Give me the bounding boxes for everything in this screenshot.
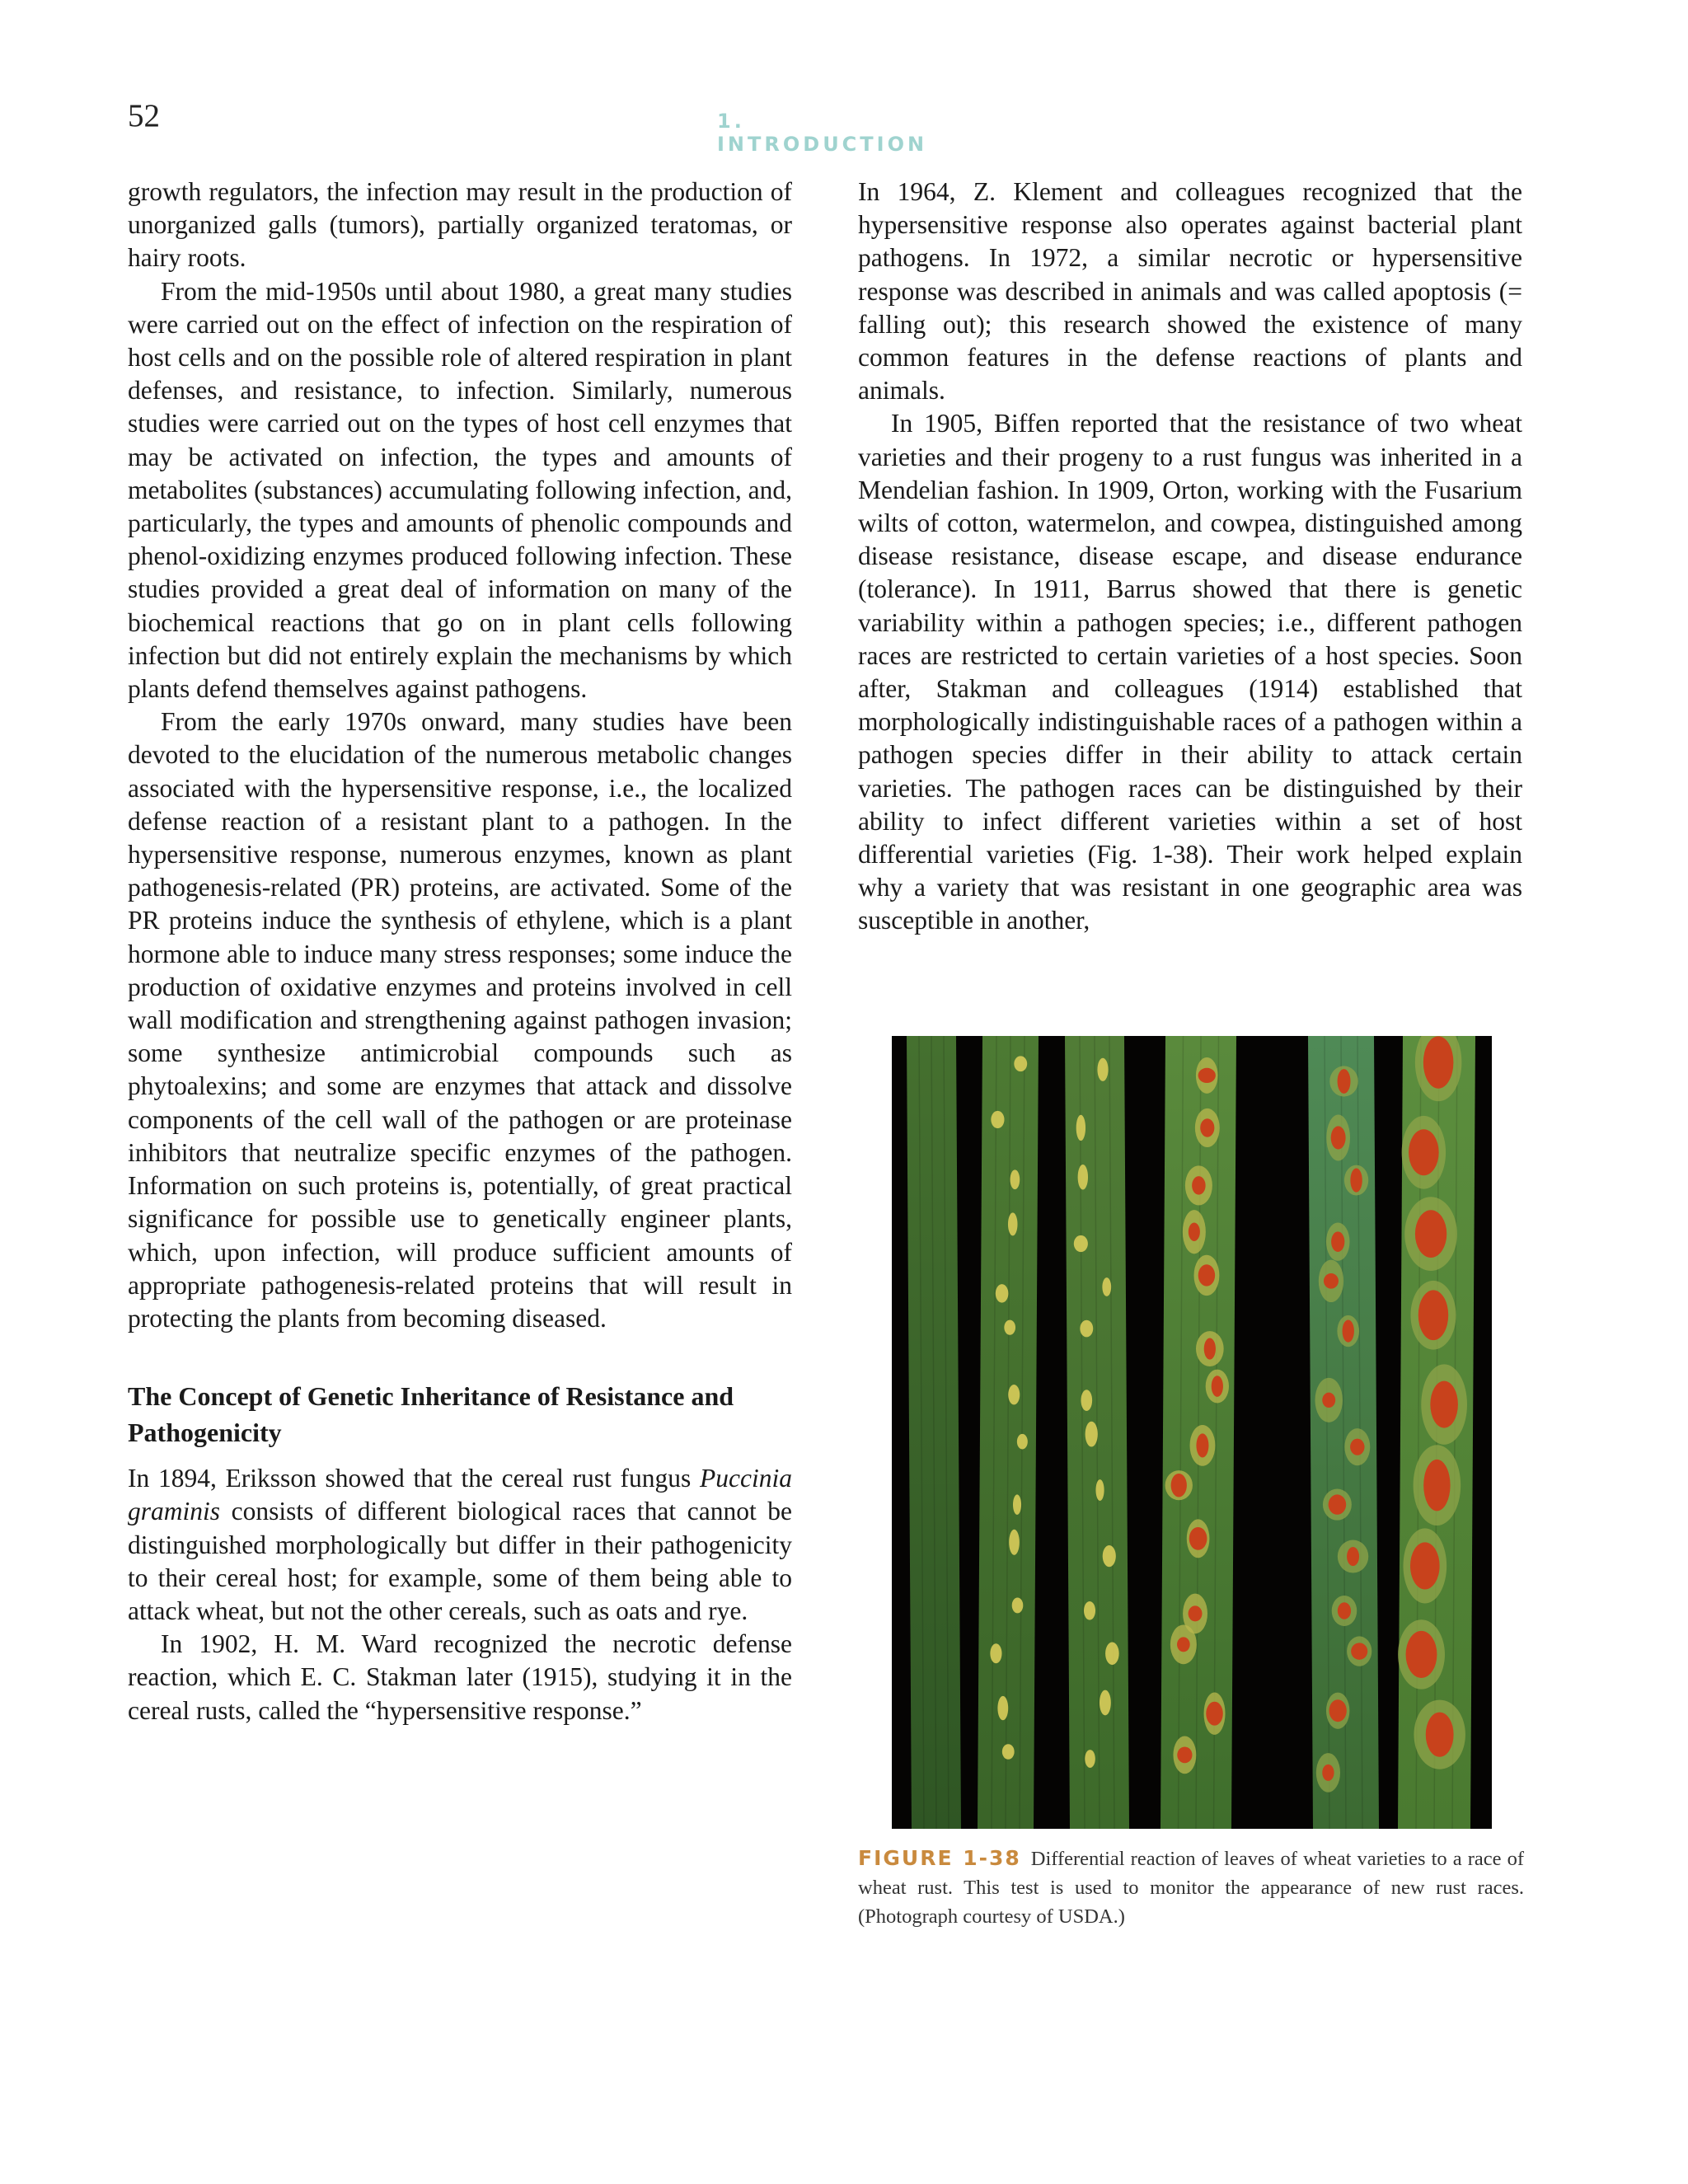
text-span: consists of different biological races that cannot be distinguished morphologically but differ in their pathogenicity to their cereal host; for example, some of them being able to attack wheat, but not the other cereals, such as oats and rye. <box>128 1497 792 1625</box>
rust-pustule <box>1177 1746 1192 1763</box>
chlorotic-spot <box>1095 1479 1104 1501</box>
paragraph <box>128 1462 792 1628</box>
paragraph: From the early 1970s onward, many studies have been devoted to the elucidation of the numerous metabolic changes associated with the hypersensitive response, i.e., the localized defense reaction of a resistant plant to a pathogen. In the hypersensitive response, numerous enzymes, known as plant pathogenesis-related (PR) proteins, are activated. Some of the PR proteins induce the synthesis of ethylene, which is a plant hormone able to induce many stress responses; some induce the production of oxidative enzymes and proteins involved in cell wall modification and strengthening against pathogen invasion; some synthesize antimicrobial compounds such as phytoalexins; and some are enzymes that attack and dissolve components of the cell wall of the pathogen or are proteinase inhibitors that neutralize specific enzymes of the pathogen. Information on such proteins is, potentially, of great practical significance for possible use to genetically engineer plants, which, upon infection, will produce sufficient amounts of appropriate pathogenesis-related proteins that will result in protecting the plants from becoming diseased. <box>128 707 792 1333</box>
rust-pustule <box>1171 1474 1187 1497</box>
wheat-leaves-photograph <box>892 1036 1492 1829</box>
rust-pustule <box>1418 1290 1448 1340</box>
rust-pustule <box>1198 1068 1216 1083</box>
rust-pustule <box>1204 1338 1216 1360</box>
caption-text: Differential reaction of leaves of wheat varieties to a race of wheat rust. This test is used to monitor the appearance of new rust races. (Photograph courtesy of USDA.) <box>858 1848 1524 1928</box>
rust-pustule <box>1423 1036 1454 1088</box>
paragraph: In 1902, H. M. Ward recognized the necrotic defense reaction, which E. C. Stakman later (1915), studying it in the cereal rusts, called the “hypersensitive response.” <box>128 1629 792 1725</box>
chlorotic-spot <box>997 1696 1008 1720</box>
chlorotic-spot <box>1002 1744 1015 1760</box>
left-column <box>128 176 792 1727</box>
rust-pustule <box>1196 1433 1208 1457</box>
right-column <box>858 176 1522 938</box>
rust-pustule <box>1206 1702 1223 1726</box>
photo-illustration <box>892 1036 1492 1829</box>
chlorotic-spot <box>1010 1169 1020 1189</box>
chlorotic-spot <box>1078 1165 1088 1189</box>
rust-pustule <box>1200 1118 1214 1137</box>
rust-pustule <box>1322 1393 1335 1408</box>
paragraph: From the mid-1950s until about 1980, a great many studies were carried out on the effect of infection on the respiration of host cells and on the possible role of altered respiration in plant defenses, and resistance, to infection. Similarly, numerous studies were carried out on the types of host cell enzymes that may be activated on infection, the types and amounts of metabolites (substances) accumulating following infection, and, particularly, the types and amounts of phenolic compounds and phenol-oxidizing enzymes produced following infection. These studies provided a great deal of information on many of the biochemical reactions that go on in plant cells following infection but did not entirely explain the mechanisms by which plants defend themselves against pathogens. <box>128 276 792 704</box>
paragraph: In 1964, Z. Klement and colleagues recognized that the hypersensitive response also operates against bacterial plant pathogens. In 1972, a similar necrotic or hypersensitive response was described in animals and was called apoptosis (= falling out); this research showed the existence of many common features in the defense reactions of plants and animals. <box>858 177 1522 405</box>
chlorotic-spot <box>1009 1530 1020 1555</box>
rust-pustule <box>1423 1460 1450 1511</box>
chlorotic-spot <box>1102 1277 1111 1296</box>
chlorotic-spot <box>1008 1212 1018 1235</box>
rust-pustule <box>1329 1494 1347 1514</box>
chlorotic-spot <box>1074 1235 1088 1252</box>
paragraph: In 1905, Biffen reported that the resistance of two wheat varieties and their progeny to a rust fungus was inherited in a Mendelian fashion. In 1909, Orton, working with the Fusarium wilts of cotton, watermelon, and cowpea, distinguished among disease resistance, disease escape, and disease endurance (tolerance). In 1911, Barrus showed that there is genetic variability within a pathogen species; i.e., different pathogen races are restricted to certain varieties of a host species. Soon after, Stakman and colleagues (1914) established that morphologically indistinguishable races of a pathogen within a pathogen species differ in their ability to attack certain varieties. The pathogen races can be distinguished by their ability to infect different varieties within a set of host differential varieties (Fig. 1-38). Their work helped explain why a variety that was resistant in one geographic area was susceptible in another, <box>858 409 1522 935</box>
running-head: 1. INTRODUCTION <box>717 110 928 156</box>
rust-pustule <box>1406 1631 1437 1678</box>
page-number: 52 <box>128 98 160 134</box>
rust-pustule <box>1351 1643 1367 1659</box>
chlorotic-spot <box>1105 1643 1119 1666</box>
rust-pustule <box>1338 1602 1351 1619</box>
chlorotic-spot <box>1100 1690 1111 1716</box>
chlorotic-spot <box>1004 1320 1015 1335</box>
rust-pustule <box>1350 1168 1362 1192</box>
chlorotic-spot <box>1085 1422 1098 1447</box>
rust-pustule <box>1410 1542 1440 1589</box>
chlorotic-spot <box>991 1111 1004 1128</box>
chlorotic-spot <box>1084 1601 1095 1620</box>
rust-pustule <box>1189 1605 1203 1621</box>
rust-pustule <box>1430 1381 1458 1428</box>
chlorotic-spot <box>1013 1494 1021 1514</box>
chlorotic-spot <box>1014 1056 1027 1071</box>
species-name: Puccinia graminis <box>128 1464 792 1526</box>
chlorotic-spot <box>1076 1115 1085 1141</box>
figure-caption <box>858 1844 1524 1931</box>
rust-pustule <box>1415 1210 1447 1258</box>
rust-pustule <box>1177 1637 1190 1652</box>
rust-pustule <box>1329 1699 1347 1722</box>
rust-pustule <box>1409 1129 1439 1175</box>
chlorotic-spot <box>1097 1058 1108 1081</box>
rust-pustule <box>1189 1527 1207 1550</box>
chlorotic-spot <box>1085 1750 1095 1768</box>
text-span: In 1894, Eriksson showed that the cereal rust fungus <box>128 1464 701 1493</box>
rust-pustule <box>1347 1547 1359 1566</box>
chlorotic-spot <box>990 1643 1001 1663</box>
rust-pustule <box>1322 1765 1334 1781</box>
rust-pustule <box>1426 1713 1454 1757</box>
rust-pustule <box>1212 1376 1223 1397</box>
chlorotic-spot <box>1081 1390 1092 1411</box>
rust-pustule <box>1338 1069 1351 1094</box>
chlorotic-spot <box>1008 1385 1020 1404</box>
rust-pustule <box>1324 1273 1339 1289</box>
chlorotic-spot <box>1080 1320 1093 1338</box>
chlorotic-spot <box>996 1284 1009 1302</box>
chlorotic-spot <box>1012 1597 1024 1613</box>
rust-pustule <box>1331 1231 1344 1252</box>
rust-pustule <box>1189 1223 1200 1241</box>
rust-pustule <box>1331 1126 1346 1149</box>
rust-pustule <box>1343 1319 1354 1342</box>
figure-label: FIGURE 1-38 <box>858 1846 1021 1870</box>
rust-pustule <box>1350 1439 1364 1455</box>
paragraph: growth regulators, the infection may result in the production of unorganized galls (tumors), partially organized teratomas, or hairy roots. <box>128 177 792 273</box>
rust-pustule <box>1192 1176 1206 1195</box>
section-heading: The Concept of Genetic Inheritance of Resistance and Pathogenicity <box>128 1381 734 1448</box>
rust-pustule <box>1198 1264 1215 1286</box>
chlorotic-spot <box>1017 1434 1028 1450</box>
chlorotic-spot <box>1103 1545 1116 1567</box>
